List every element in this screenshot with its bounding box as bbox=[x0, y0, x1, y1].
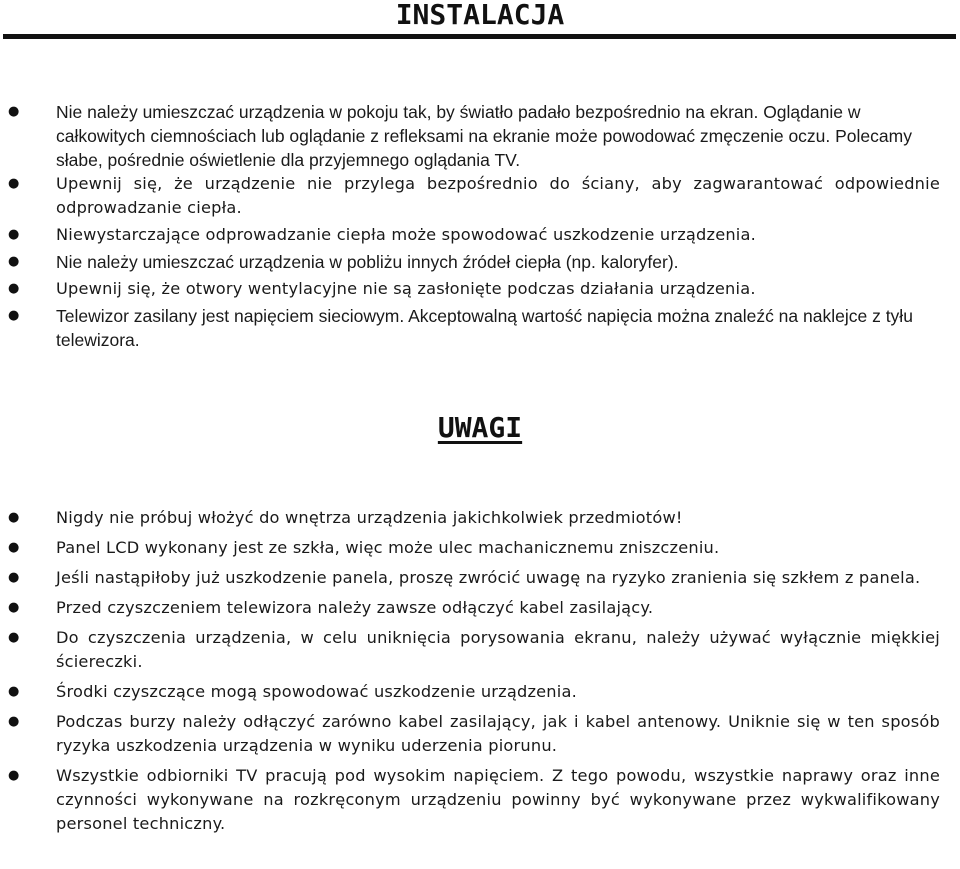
list-item-text: Upewnij się, że urządzenie nie przylega bezpośrednio do ściany, aby zagwarantować odpowiednie odprowadzanie ciepła. bbox=[56, 174, 940, 217]
warnings-list bbox=[0, 506, 960, 836]
list-item bbox=[0, 304, 960, 352]
list-item bbox=[0, 100, 960, 172]
installation-list bbox=[0, 100, 960, 352]
list-item-text: Panel LCD wykonany jest ze szkła, więc może ulec machanicznemu zniszczeniu. bbox=[56, 538, 720, 557]
bullet-icon: ● bbox=[8, 630, 20, 645]
list-item bbox=[0, 626, 960, 674]
bullet-icon: ● bbox=[8, 254, 20, 269]
list-item bbox=[0, 536, 960, 560]
bullet-icon: ● bbox=[8, 104, 20, 119]
list-item-text: Niewystarczające odprowadzanie ciepła może spowodować uszkodzenie urządzenia. bbox=[56, 225, 756, 244]
bullet-icon: ● bbox=[8, 308, 20, 323]
bullet-icon: ● bbox=[8, 281, 20, 296]
list-item-text: Nie należy umieszczać urządzenia w pokoju tak, by światło padało bezpośrednio na ekran. Oglądanie w całkowitych ciemnościach lub oglądanie z refleksami na ekranie może powodować zmęczenie oczu. Polecamy słabe, pośrednie oświetlenie dla przyjemnego oglądania TV. bbox=[56, 102, 912, 170]
title-divider bbox=[3, 34, 956, 39]
list-item bbox=[0, 764, 960, 836]
list-item bbox=[0, 506, 960, 530]
list-item bbox=[0, 172, 960, 220]
list-item-text: Do czyszczenia urządzenia, w celu uniknięcia porysowania ekranu, należy używać wyłącznie miękkiej ściereczki. bbox=[56, 628, 940, 671]
list-item-text: Środki czyszczące mogą spowodować uszkodzenie urządzenia. bbox=[56, 682, 577, 701]
warnings-heading-text: UWAGI bbox=[437, 411, 523, 444]
bullet-icon: ● bbox=[8, 176, 20, 191]
bullet-icon: ● bbox=[8, 600, 20, 615]
list-item-text: Wszystkie odbiorniki TV pracują pod wysokim napięciem. Z tego powodu, wszystkie naprawy oraz inne czynności wykonywane na rozkręconym urządzeniu powinny być wykonywane przez wykwalifikowany personel techniczny. bbox=[56, 766, 940, 833]
list-item-text: Upewnij się, że otwory wentylacyjne nie są zasłonięte podczas działania urządzenia. bbox=[56, 279, 756, 298]
bullet-icon: ● bbox=[8, 714, 20, 729]
list-item bbox=[0, 223, 960, 247]
list-item-text: Nigdy nie próbuj włożyć do wnętrza urządzenia jakichkolwiek przedmiotów! bbox=[56, 508, 683, 527]
bullet-icon: ● bbox=[8, 684, 20, 699]
list-item bbox=[0, 680, 960, 704]
list-item-text: Nie należy umieszczać urządzenia w pobliżu innych źródeł ciepła (np. kaloryfer). bbox=[56, 252, 679, 272]
bullet-icon: ● bbox=[8, 540, 20, 555]
list-item bbox=[0, 250, 960, 274]
list-item bbox=[0, 596, 960, 620]
list-item-text: Telewizor zasilany jest napięciem sieciowym. Akceptowalną wartość napięcia można znaleźć na naklejce z tyłu telewizora. bbox=[56, 306, 913, 350]
list-item bbox=[0, 277, 960, 301]
page-title: INSTALACJA bbox=[395, 0, 565, 31]
bullet-icon: ● bbox=[8, 570, 20, 585]
list-item-text: Podczas burzy należy odłączyć zarówno kabel zasilający, jak i kabel antenowy. Uniknie się w ten sposób ryzyka uszkodzenia urządzenia w wyniku uderzenia piorunu. bbox=[56, 712, 940, 755]
list-item bbox=[0, 566, 960, 590]
bullet-icon: ● bbox=[8, 510, 20, 525]
list-item-text: Jeśli nastąpiłoby już uszkodzenie panela, proszę zwrócić uwagę na ryzyko zranienia się szkłem z panela. bbox=[56, 568, 921, 587]
bullet-icon: ● bbox=[8, 768, 20, 783]
list-item-text: Przed czyszczeniem telewizora należy zawsze odłączyć kabel zasilający. bbox=[56, 598, 654, 617]
bullet-icon: ● bbox=[8, 227, 20, 242]
warnings-heading bbox=[0, 412, 960, 444]
list-item bbox=[0, 710, 960, 758]
